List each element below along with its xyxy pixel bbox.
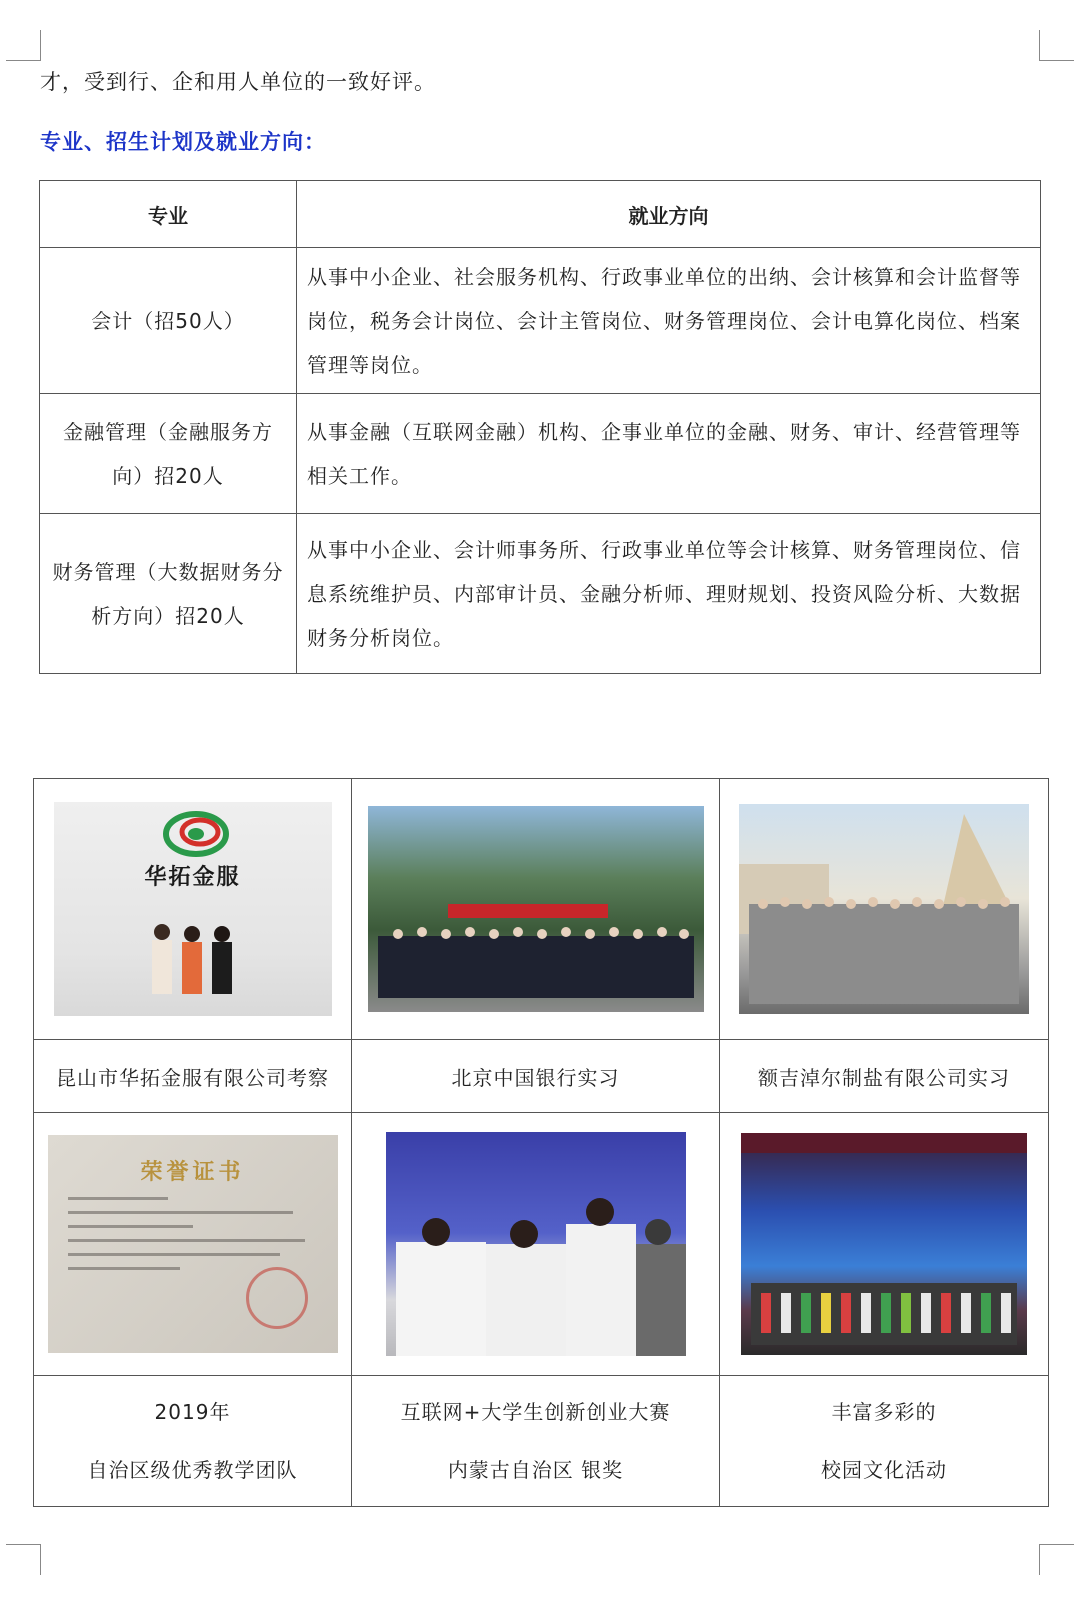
- table-row: [40, 514, 1041, 674]
- direction-cell: 从事金融（互联网金融）机构、企事业单位的金融、财务、审计、经营管理等相关工作。: [297, 394, 1041, 514]
- gallery-photo-cell: [720, 779, 1049, 1040]
- photo-gallery: [33, 778, 1049, 1507]
- photo-honor-certificate: [48, 1135, 338, 1353]
- group-photo-icon: [386, 1132, 686, 1356]
- gallery-caption: 昆山市华拓金服有限公司考察: [34, 1040, 352, 1113]
- photo-boc-internship: [368, 806, 704, 1012]
- gallery-caption-row: [34, 1040, 1049, 1113]
- gallery-photo-cell: [720, 1113, 1049, 1376]
- caption-line: 自治区级优秀教学团队: [87, 1458, 298, 1482]
- gallery-photo-cell: [34, 779, 352, 1040]
- photo-salt-company-internship: [739, 804, 1029, 1014]
- caption-line: 2019年: [154, 1400, 231, 1424]
- gallery-photo-row: [34, 779, 1049, 1040]
- certificate-title: 荣誉证书: [140, 1159, 245, 1185]
- major-cell: 金融管理（金融服务方向）招20人: [40, 394, 297, 514]
- gallery-photo-cell: [352, 1113, 720, 1376]
- crop-mark-top-left: [6, 30, 41, 61]
- crop-mark-top-right: [1039, 30, 1074, 61]
- gallery-caption: 北京中国银行实习: [352, 1040, 720, 1113]
- gallery-photo-cell: [352, 779, 720, 1040]
- photo-brand-text: 华拓金服: [144, 865, 241, 890]
- photo-innovation-contest: [386, 1132, 686, 1356]
- seal-icon: [246, 1267, 308, 1329]
- caption-line: 丰富多彩的: [831, 1400, 937, 1424]
- people-figures-icon: [144, 920, 244, 1010]
- gallery-caption-row: [34, 1376, 1049, 1507]
- huatuo-logo-icon: [160, 808, 232, 860]
- majors-table: [39, 180, 1041, 674]
- major-cell: 会计（招50人）: [40, 248, 297, 394]
- table-header-row: [40, 181, 1041, 248]
- photo-huatuo-visit: [54, 802, 332, 1016]
- header-direction: 就业方向: [297, 181, 1041, 248]
- caption-line: 内蒙古自治区 银奖: [447, 1458, 624, 1482]
- table-row: [40, 394, 1041, 514]
- group-photo-icon: [739, 804, 1029, 1014]
- intro-text: 才，受到行、企和用人单位的一致好评。: [40, 70, 436, 94]
- caption-line: 校园文化活动: [821, 1458, 947, 1482]
- gallery-photo-row: [34, 1113, 1049, 1376]
- section-heading: 专业、招生计划及就业方向：: [40, 130, 326, 154]
- major-cell: 财务管理（大数据财务分析方向）招20人: [40, 514, 297, 674]
- gallery-photo-cell: [34, 1113, 352, 1376]
- group-photo-icon: [368, 806, 704, 1012]
- gallery-caption: [352, 1376, 720, 1507]
- gallery-caption: [720, 1376, 1049, 1507]
- crop-mark-bottom-right: [1039, 1544, 1074, 1575]
- gallery-caption: [34, 1376, 352, 1507]
- crop-mark-bottom-left: [6, 1544, 41, 1575]
- photo-campus-culture: [741, 1133, 1027, 1355]
- header-major: 专业: [40, 181, 297, 248]
- table-row: [40, 248, 1041, 394]
- direction-cell: 从事中小企业、社会服务机构、行政事业单位的出纳、会计核算和会计监督等岗位，税务会计岗位、会计主管岗位、财务管理岗位、会计电算化岗位、档案管理等岗位。: [297, 248, 1041, 394]
- stage-performance-icon: [741, 1133, 1027, 1355]
- gallery-caption: 额吉淖尔制盐有限公司实习: [720, 1040, 1049, 1113]
- direction-cell: 从事中小企业、会计师事务所、行政事业单位等会计核算、财务管理岗位、信息系统维护员、内部审计员、金融分析师、理财规划、投资风险分析、大数据财务分析岗位。: [297, 514, 1041, 674]
- caption-line: 互联网+大学生创新创业大赛: [400, 1400, 671, 1424]
